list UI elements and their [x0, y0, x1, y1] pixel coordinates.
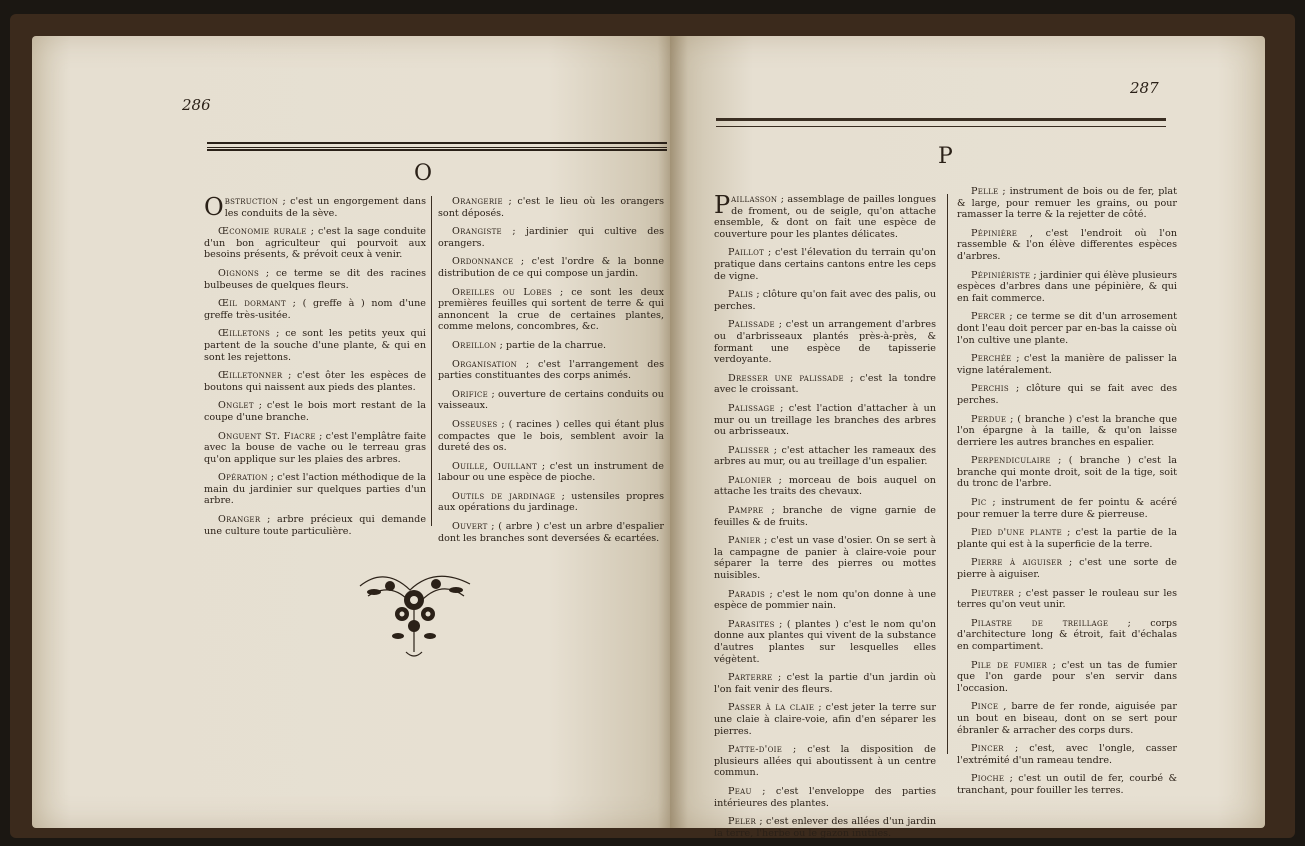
entry-headword: Oreillon: [452, 339, 497, 351]
entry-headword: Pincer: [971, 743, 1004, 755]
entry-headword: Orangiste: [452, 226, 502, 238]
entry-headword: Parasites: [728, 618, 775, 630]
entry-definition: ; c'est un tas de fumier que l'on garde pour s'en servir dans l'occasion.: [957, 659, 1177, 694]
dictionary-entry: [957, 497, 1177, 520]
entry-definition: ; clôture qu'on fait avec des palis, ou perches.: [714, 289, 936, 312]
left-column-1: [204, 193, 426, 544]
entry-headword: Osseuses: [452, 418, 498, 430]
entry-definition: ; c'est un vase d'osier. On se sert à la campagne de panier à claire-voie pour séparer la terre des pierres ou mottes nuisibles.: [714, 535, 936, 582]
dictionary-entry: [204, 514, 426, 537]
entry-headword: Paillot: [728, 247, 765, 259]
left-column-2: [438, 196, 664, 551]
entry-definition: ; c'est jeter la terre sur une claie à claire-voie, afin d'en séparer les pierres.: [714, 702, 936, 737]
dictionary-entry: [438, 491, 664, 514]
dictionary-entry: [957, 414, 1177, 449]
entry-definition: ; ( arbre ) c'est un arbre d'espalier dont les branches sont deversées & ecartées.: [438, 521, 664, 544]
dictionary-entry: [714, 505, 936, 528]
entry-headword: Pieutrer: [971, 587, 1014, 599]
entry-definition: ; ouverture de certains conduits ou vaisseaux.: [438, 388, 664, 412]
entry-headword: Oreilles ou Lobes: [452, 286, 553, 298]
header-rule: [207, 142, 667, 148]
entry-definition: ; c'est l'ordre & la bonne distribution de ce qui compose un jardin.: [438, 256, 664, 279]
entry-headword: Œil dormant: [218, 298, 286, 310]
dictionary-entry: [714, 786, 936, 809]
entry-headword: Pilastre de treillage: [971, 617, 1109, 629]
entry-definition: ; c'est un outil de fer, courbé & tranchant, pour fouiller les terres.: [957, 773, 1177, 796]
entry-definition: , c'est l'endroit où l'on rassemble & l'on élève differentes espèces d'arbres.: [957, 227, 1177, 262]
entry-definition: ; c'est un arrangement d'arbres ou d'arbrisseaux plantés près-à-près, & formant une espèce de tapisserie verdoyante.: [714, 319, 936, 366]
entry-headword: Pelle: [971, 186, 999, 197]
entry-headword: Palis: [728, 289, 754, 301]
dictionary-entry: [714, 589, 936, 612]
dictionary-entry: [957, 660, 1177, 695]
dictionary-entry: [957, 455, 1177, 490]
entry-definition: ; c'est l'arrangement des parties constituantes des corps animés.: [438, 358, 664, 382]
entry-definition: ; jardinier qui cultive des orangers.: [438, 226, 664, 249]
entry-definition: ; ce sont les petits yeux qui partent de la souche d'une plante, & qui en sont les rejettons.: [204, 328, 426, 363]
entry-definition: ; c'est l'action méthodique de la main du jardinier sur quelques parties d'un arbre.: [204, 472, 426, 507]
page-number-right: 287: [1130, 79, 1159, 97]
dictionary-entry: [957, 270, 1177, 305]
entry-definition: ; c'est le lieu où les orangers sont déposés.: [438, 196, 664, 219]
entry-definition: ; arbre précieux qui demande une culture toute particulière.: [204, 514, 426, 537]
entry-definition: ; c'est le nom qu'on donne à une espèce de pommier nain.: [714, 588, 936, 612]
entry-definition: ; c'est ôter les espèces de boutons qui naissent aux pieds des plantes.: [204, 370, 426, 393]
entry-definition: ; c'est la disposition de plusieurs allées qui aboutissent à un centre commun.: [714, 744, 936, 779]
entry-definition: ; c'est enlever des allées d'un jardin la terre, l'herbe ou le gazon inutiles.: [714, 816, 936, 839]
entry-headword: Oranger: [218, 514, 261, 526]
dictionary-entry: [438, 521, 664, 544]
entry-headword: Paradis: [728, 588, 766, 600]
dictionary-entry: [957, 743, 1177, 766]
entry-definition: ; ( branche ) c'est la branche que l'on épargne à la taille, & qu'on laisse derriere les autres branches en espalier.: [957, 413, 1177, 448]
entry-headword: Oignons: [218, 267, 260, 279]
header-rule-thin: [207, 149, 667, 152]
dictionary-entry: [714, 744, 936, 779]
entry-headword: Pioche: [971, 773, 1005, 785]
header-rule: [716, 118, 1166, 127]
entry-definition: ; partie de la charrue.: [496, 339, 607, 351]
dictionary-entry: [438, 419, 664, 454]
dictionary-entry: [714, 191, 936, 240]
dictionary-entry: [957, 773, 1177, 796]
entry-headword: Palisser: [728, 444, 770, 456]
column-divider: [947, 194, 948, 754]
entry-definition: ; c'est une sorte de pierre à aiguiser.: [957, 557, 1177, 581]
dictionary-entry: [438, 256, 664, 279]
dictionary-entry: [714, 247, 936, 282]
entry-definition: ; morceau de bois auquel on attache les traits des chevaux.: [714, 474, 936, 498]
dictionary-entry: [957, 527, 1177, 550]
entry-definition: ; c'est la partie de la plante qui est à la superficie de la terre.: [957, 527, 1177, 550]
dictionary-entry: [204, 328, 426, 363]
entry-definition: ; ce sont les deux premières feuilles qui sortent de terre & qui annoncent la crue de certaines plantes, comme melons, concombres, &c.: [438, 286, 665, 333]
entry-headword: Onglet: [218, 400, 254, 412]
entry-definition: ; c'est l'emplâtre faite avec la bouse de vache ou le terreau gras qu'on applique sur les plaies des arbres.: [204, 430, 426, 465]
entry-definition: ; c'est le bois mort restant de la coupe d'une branche.: [204, 400, 426, 423]
entry-headword: Organisation: [452, 358, 518, 370]
entry-definition: ; instrument de fer pointu & acéré pour remuer la terre dure & pierreuse.: [957, 497, 1177, 520]
entry-definition: ; ce terme se dit des racines bulbeuses de quelques fleurs.: [204, 267, 426, 291]
entry-definition: ; c'est la partie d'un jardin où l'on fait venir des fleurs.: [714, 672, 936, 695]
entry-definition: ; c'est la manière de palisser la vigne latéralement.: [957, 353, 1177, 376]
section-letter-p: P: [938, 144, 953, 169]
entry-definition: ; clôture qui se fait avec des perches.: [957, 383, 1177, 406]
dictionary-entry: [204, 298, 426, 321]
entry-headword: Palissage: [728, 402, 775, 414]
drop-cap: O: [204, 193, 224, 221]
entry-headword: Orifice: [452, 388, 489, 400]
entry-definition: ; c'est l'élevation du terrain qu'on pratique dans certains cantons entre les ceps de vigne.: [714, 247, 936, 282]
floral-vignette-ornament: [350, 556, 480, 666]
entry-headword: Dresser une palissade: [728, 372, 844, 384]
entry-definition: ; c'est un engorgement dans les conduits de la sève.: [224, 196, 426, 219]
dictionary-entry: [714, 672, 936, 695]
dictionary-entry: [957, 311, 1177, 346]
section-letter-o: O: [414, 161, 433, 186]
entry-definition: ; c'est passer le rouleau sur les terres qu'on veut unir.: [957, 587, 1177, 611]
entry-definition: ; instrument de bois ou de fer, plat & large, pour remuer les grains, ou pour ramasser la terre & la rejetter de côté.: [957, 186, 1177, 221]
right-column-2: [957, 186, 1177, 804]
entry-definition: ; ( plantes ) c'est le nom qu'on donne aux plantes qui vivent de la substance d'autres plantes sur lesquelles elles végètent.: [714, 618, 936, 665]
dictionary-entry: [438, 359, 664, 382]
dictionary-entry: [204, 431, 426, 466]
entry-headword: Perchée: [971, 353, 1012, 365]
dictionary-entry: [714, 619, 936, 665]
entry-definition: ; c'est l'enveloppe des parties intérieures des plantes.: [714, 785, 936, 809]
entry-headword: aillasson: [731, 194, 778, 205]
dictionary-entry: [714, 475, 936, 498]
dictionary-entry: [438, 287, 664, 333]
entry-headword: Palissade: [728, 319, 775, 331]
entry-headword: Pierre à aiguiser: [971, 557, 1063, 569]
entry-headword: Peler: [728, 816, 757, 828]
right-column-1: [714, 191, 936, 846]
entry-headword: Palonier: [728, 474, 772, 486]
dictionary-entry: [957, 618, 1177, 653]
entry-definition: ; ustensiles propres aux opérations du jardinage.: [438, 490, 665, 514]
entry-headword: Patte-d'oie: [728, 744, 783, 756]
entry-headword: Œilletons: [218, 328, 271, 340]
dictionary-entry: [438, 461, 664, 484]
left-page: [32, 36, 677, 828]
entry-headword: Percer: [971, 311, 1006, 323]
entry-headword: Parterre: [728, 672, 773, 684]
dictionary-entry: [957, 701, 1177, 736]
entry-headword: Pile de fumier: [971, 659, 1048, 671]
dictionary-entry: [714, 702, 936, 737]
dictionary-entry: [714, 289, 936, 312]
column-divider: [431, 196, 432, 526]
page-number-left: 286: [182, 96, 211, 114]
dictionary-entry: [957, 383, 1177, 406]
entry-headword: Pic: [971, 497, 987, 509]
entry-headword: Pied d'une plante: [971, 527, 1063, 539]
entry-headword: Œilletonner: [218, 370, 283, 382]
dictionary-entry: [714, 816, 936, 839]
dictionary-entry: [957, 353, 1177, 376]
entry-definition: ; ( greffe à ) nom d'une greffe très-usitée.: [204, 298, 426, 321]
dictionary-entry: [204, 472, 426, 507]
dictionary-entry: [204, 400, 426, 423]
entry-definition: ; c'est la tondre avec le croissant.: [714, 372, 936, 396]
dictionary-entry: [714, 373, 936, 396]
entry-definition: ; c'est un instrument de labour ou une espèce de pioche.: [438, 460, 664, 484]
entry-headword: bstruction: [224, 196, 279, 207]
entry-definition: ; ( racines ) celles qui étant plus compactes que le bois, semblent avoir la dureté des os.: [438, 418, 664, 454]
dictionary-entry: [957, 557, 1177, 580]
entry-headword: Passer à la claie: [728, 702, 815, 714]
entry-headword: Perdue: [971, 413, 1007, 425]
dictionary-entry: [204, 268, 426, 291]
dictionary-entry: [714, 445, 936, 468]
dictionary-entry: [714, 403, 936, 438]
entry-definition: ; jardinier qui élève plusieurs espèces d'arbres dans une pépinière, & qui en fait commerce.: [957, 269, 1177, 304]
dictionary-entry: [957, 588, 1177, 611]
dictionary-entry: [714, 319, 936, 365]
entry-definition: ; c'est la sage conduite d'un bon agriculteur qui pourvoit aux besoins présents, & prévoit ceux à venir.: [204, 226, 426, 261]
entry-headword: Perchis: [971, 383, 1009, 395]
entry-definition: ; branche de vigne garnie de feuilles & de fruits.: [714, 505, 936, 528]
entry-headword: Ordonnance: [452, 256, 514, 268]
dictionary-entry: [438, 196, 664, 219]
entry-headword: Pépinière: [971, 227, 1018, 239]
entry-headword: Pince: [971, 701, 999, 713]
entry-definition: ; c'est, avec l'ongle, casser l'extrémité d'un rameau tendre.: [957, 743, 1177, 766]
dictionary-entry: [438, 226, 664, 249]
entry-headword: Onguent St. Fiacre: [218, 430, 316, 442]
drop-cap: P: [714, 191, 731, 219]
entry-headword: Perpendiculaire: [971, 455, 1051, 467]
dictionary-entry: [957, 228, 1177, 263]
dictionary-entry: [438, 340, 664, 352]
open-book: [10, 14, 1295, 838]
right-page: [670, 36, 1265, 839]
entry-headword: Pépiniériste: [971, 269, 1031, 281]
entry-headword: Outils de jardinage: [452, 490, 556, 502]
entry-headword: Panier: [728, 535, 761, 547]
entry-definition: ; c'est attacher les rameaux des arbres au mur, ou au treillage d'un espalier.: [714, 444, 936, 468]
entry-definition: ; corps d'architecture long & étroit, fait d'échalas en compartiment.: [957, 617, 1177, 652]
dictionary-entry: [957, 186, 1177, 221]
dictionary-entry: [438, 389, 664, 412]
entry-headword: Orangerie: [452, 196, 503, 207]
entry-headword: Œconomie rurale: [218, 226, 307, 238]
entry-definition: ; assemblage de pailles longues de froment, ou de seigle, qu'on attache ensemble, & dont on fait une espèce de couverture pour les plantes délicates.: [714, 194, 936, 240]
entry-definition: , barre de fer ronde, aiguisée par un bout en biseau, dont on se sert pour ébranler & arracher des corps durs.: [957, 701, 1177, 736]
entry-definition: ; ce terme se dit d'un arrosement dont l'eau doit percer par en-bas la caisse où l'on cultive une plante.: [957, 311, 1177, 346]
dictionary-entry: [204, 370, 426, 393]
entry-headword: Peau: [728, 785, 752, 797]
dictionary-entry: [204, 226, 426, 261]
entry-definition: ; c'est l'action d'attacher à un mur ou un treillage les branches des arbres ou arbrisseaux.: [714, 402, 936, 438]
entry-definition: ; ( branche ) c'est la branche qui monte droit, soit de la tige, soit du tronc de l'arbre.: [957, 455, 1177, 490]
entry-headword: Ouille, Ouillant: [452, 460, 538, 472]
entry-headword: Pampre: [728, 505, 764, 517]
entry-headword: Opération: [218, 472, 268, 484]
entry-headword: Ouvert: [452, 521, 488, 533]
dictionary-entry: [714, 535, 936, 581]
dictionary-entry: [204, 193, 426, 221]
